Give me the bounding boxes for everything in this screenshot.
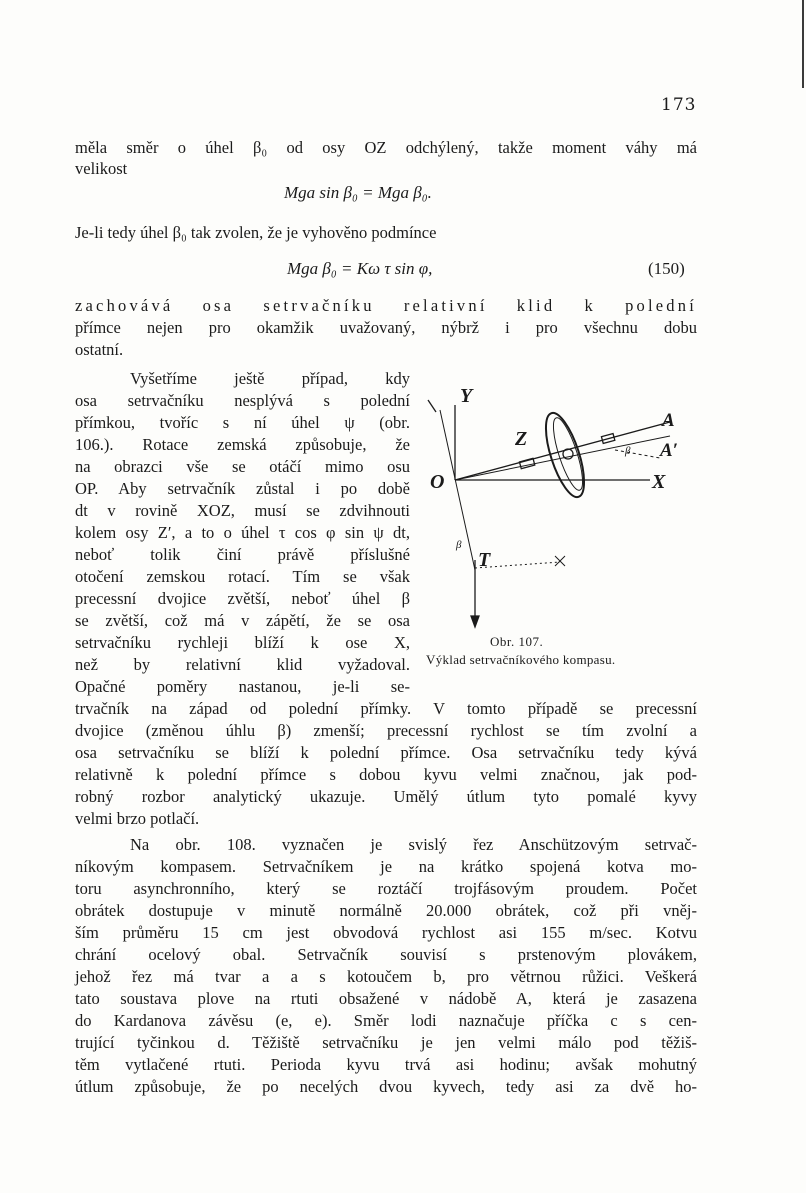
label-X: X [652, 471, 666, 493]
dashed-projection [615, 450, 660, 458]
text-line: do Kardanova závěsu (e, e). Směr lodi naznačuje příčka c s cen- [75, 1011, 697, 1030]
text-line: trvačník na západ od polední přímky. V tomto případě se precessní [75, 699, 697, 718]
text-line: zachovává osa setrvačníku relativní klid k polední [75, 296, 697, 315]
text-line: robný rozbor analytický ukazuje. Umělý útlum tyto pomalé kyvy [75, 787, 697, 806]
figure-caption-text: Výklad setrvačníkového kompasu. [426, 652, 616, 667]
text-line: velmi brzo potlačí. [75, 809, 200, 828]
text-line: než by relativní klid vyžadoval. [75, 655, 410, 674]
page-number: 173 [661, 95, 697, 115]
text-line: osa setrvačníku se blíží k polední přímce. Osa setrvačníku tedy kývá [75, 743, 697, 762]
text-line: Na obr. 108. vyznačen je svislý řez Anschützovým setrvač- [130, 835, 697, 854]
page-edge-shadow [802, 0, 804, 88]
equation-1: Mga sin β₀ = Mga β₀. [284, 183, 432, 202]
label-beta-2: β [625, 445, 631, 457]
equation-2: Mga β₀ = Kω τ sin φ, [287, 259, 433, 278]
weight-arrowhead [471, 616, 479, 627]
text-line: těm vytlačené rtuti. Perioda kyvu trvá asi hodinu; avšak mohutný [75, 1055, 697, 1074]
text-line: přímkou, tvoříc s ní úhel ψ (obr. [75, 413, 410, 432]
text-line: dvojice (změnou úhlu β) zmenší; precessní rychlost se tím zvolní a [75, 721, 697, 740]
text-line: osa setrvačníku nesplývá s polední [75, 391, 410, 410]
text-line: se zvětší, což má v zápětí, že se osa [75, 611, 410, 630]
text-line: útlum způsobuje, že po necelých dvou kyvech, tedy asi za dvě ho- [75, 1077, 697, 1096]
text-line: dt v rovině XOZ, musí se zdvihnouti [75, 501, 410, 520]
text-line: ším průměru 15 cm jest obvodová rychlost asi 155 m/sec. Kotvu [75, 923, 697, 942]
text-line: Opačné poměry nastanou, je-li se- [75, 677, 410, 696]
text-line: velikost [75, 159, 128, 178]
text-line: toru asynchronního, který se roztáčí trojfásovým proudem. Počet [75, 879, 697, 898]
text-line: OP. Aby setrvačník zůstal i po době [75, 479, 410, 498]
text-line: níkovým kompasem. Setrvačníkem je na krátko spojená kotva mo- [75, 857, 697, 876]
text-line: kolem osy Z′, a to o úhel τ cos φ sin ψ dt, [75, 523, 410, 542]
text-line: setrvačníku rychleji blíží k ose X, [75, 633, 410, 652]
text-line: na obrazci vše se otáčí mimo osu [75, 457, 410, 476]
label-beta: β [456, 539, 462, 551]
text-line: tato soustava plove na rtuti obsažené v nádobě A, která je zasazena [75, 989, 697, 1008]
text-line: Je-li tedy úhel β₀ tak zvolen, že je vyhověno podmínce [75, 223, 437, 242]
text-line: obrátek dostupuje v minutě normálně 20.000 obrátek, což při vněj- [75, 901, 697, 920]
label-A-prime: A′ [660, 440, 679, 461]
text-line: jehož řez má tvar a a s kotoučem b, pro větrnou růžici. Veškerá [75, 967, 697, 986]
text-line: Vyšetříme ještě případ, kdy [130, 369, 410, 388]
text-line: 106.). Rotace zemská způsobuje, že [75, 435, 410, 454]
text-line: trující tyčinkou d. Těžiště setrvačníku je jen velmi málo pod těžiš- [75, 1033, 697, 1052]
gyrocompass-diagram [420, 380, 710, 650]
text-line: chrání ocelový obal. Setrvačník souvisí s prstenovým plovákem, [75, 945, 697, 964]
figure-caption-number: Obr. 107. [490, 634, 544, 649]
text-line: otočení zemskou rotací. Tím se však [75, 567, 410, 586]
text-line: neboť tolik činí právě příslušné [75, 545, 410, 564]
text-line: precessní dvojice zvětší, neboť úhel β [75, 589, 410, 608]
gyro-axis-line-2 [455, 436, 670, 480]
y-tick-mark [428, 400, 436, 412]
text-line: relativně k polední přímce s dobou kyvu velmi značnou, jak pod- [75, 765, 697, 784]
text-line: přímce nejen pro okamžik uvažovaný, nýbrž i pro všechnu dobu [75, 318, 697, 337]
label-A: A [662, 410, 675, 431]
label-O: O [430, 471, 445, 493]
gyro-hub [563, 449, 573, 459]
label-Z: Z [515, 428, 528, 450]
text-line: ostatní. [75, 340, 124, 359]
label-T: T [478, 549, 491, 571]
text-line: měla směr o úhel β₀ od osy OZ odchýlený, takže moment váhy má [75, 138, 697, 157]
gyro-shaft-block [519, 458, 534, 468]
gyro-axis-line [455, 422, 670, 480]
equation-2-number: (150) [648, 259, 685, 278]
label-Y: Y [460, 385, 473, 407]
